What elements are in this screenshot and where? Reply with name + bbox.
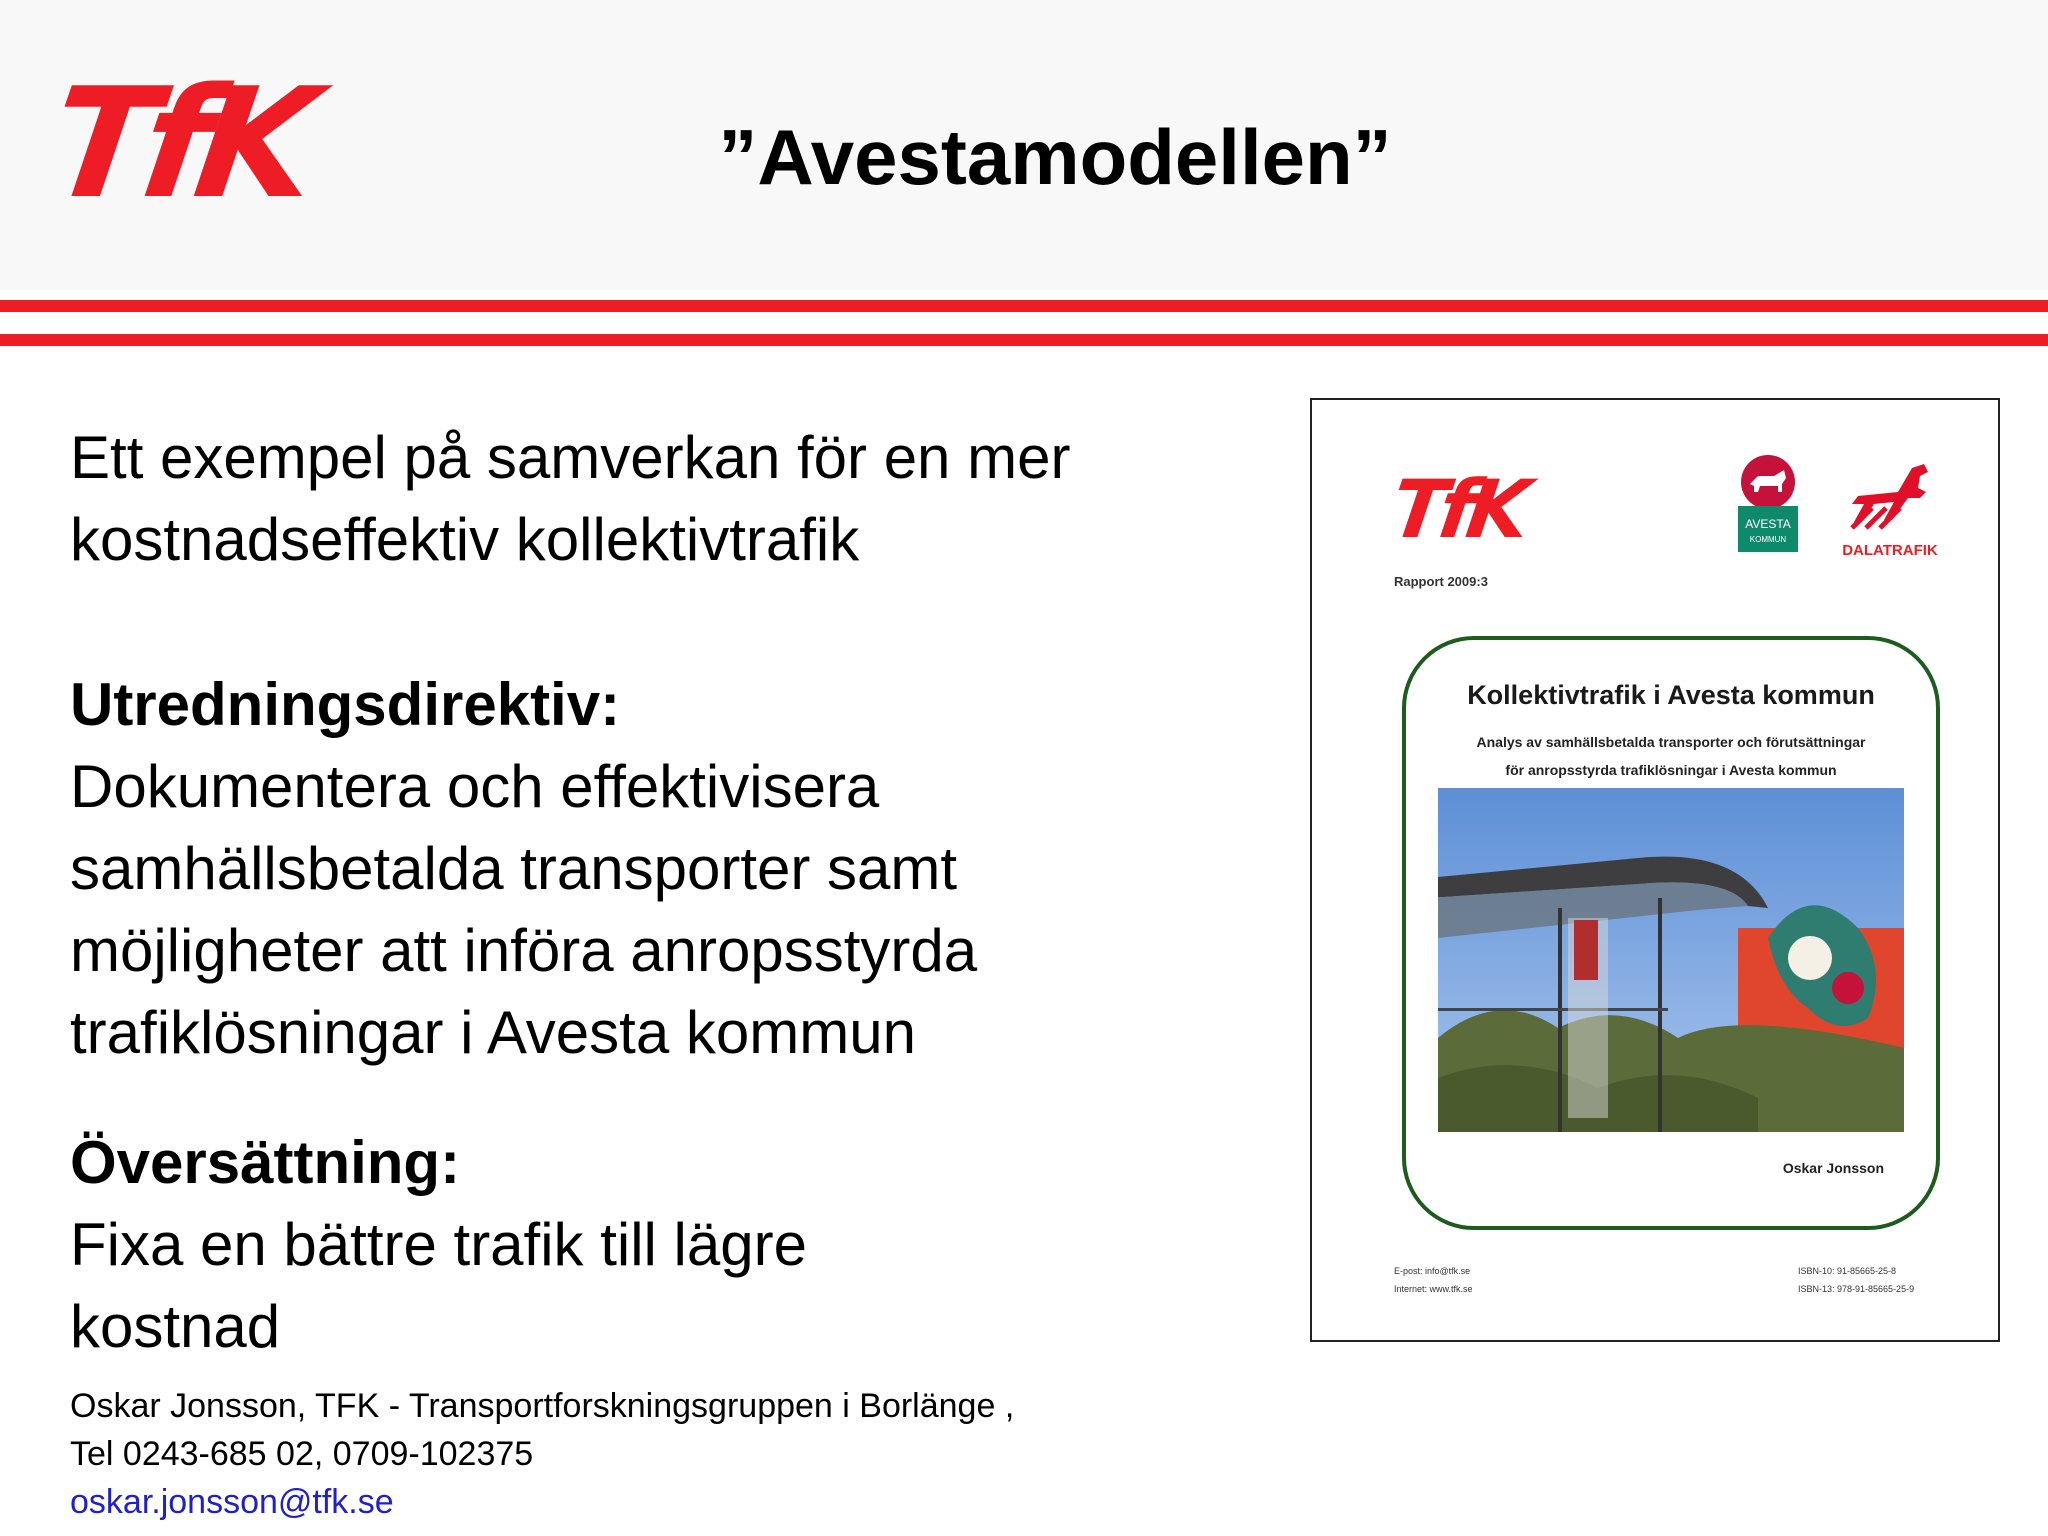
cover-isbn13: ISBN-13: 978-91-85665-25-9 — [1798, 1284, 1915, 1294]
cover-contact-web: Internet: www.tfk.se — [1394, 1284, 1473, 1294]
avesta-logo-name: AVESTA — [1745, 517, 1791, 531]
footer-affiliation: Oskar Jonsson, TFK - Transportforskningsgruppen i Borlänge , — [70, 1387, 1015, 1425]
cover-title: Kollektivtrafik i Avesta kommun — [1467, 680, 1875, 710]
cover-contact-email: E-post: info@tfk.se — [1394, 1266, 1471, 1276]
directive-line: trafiklösningar i Avesta kommun — [70, 999, 916, 1066]
header-stripe-top — [0, 300, 2048, 312]
avesta-kommun-logo — [1736, 454, 1800, 554]
translation-line: Fixa en bättre trafik till lägre — [70, 1211, 807, 1278]
report-cover-image — [1310, 398, 2000, 1342]
cover-isbn-info — [1798, 1262, 1914, 1298]
cover-tfk-logo-text: TfK — [1385, 463, 1529, 556]
intro-text — [70, 417, 1070, 581]
cover-isbn10: ISBN-10: 91-85665-25-8 — [1798, 1266, 1897, 1276]
tfk-logo-text: TfK — [39, 55, 317, 232]
dalatrafik-logo — [1828, 456, 1952, 560]
dalatrafik-text: DALATRAFIK — [1842, 542, 1938, 559]
cover-author: Oskar Jonsson — [1782, 1160, 1884, 1176]
translation-heading: Översättning: — [70, 1129, 461, 1196]
directive-line: Dokumentera och effektivisera — [70, 753, 880, 820]
cover-contact-info — [1394, 1262, 1473, 1298]
footer-email-link[interactable]: oskar.jonsson@tfk.se — [70, 1483, 394, 1521]
directive-text — [70, 746, 977, 1074]
directive-heading: Utredningsdirektiv: — [70, 671, 621, 738]
cover-tfk-logo — [1385, 463, 1529, 556]
intro-line: kostnadseffektiv kollektivtrafik — [70, 506, 860, 573]
intro-line: Ett exempel på samverkan för en mer — [70, 424, 1071, 491]
translation-text — [70, 1204, 807, 1368]
header-stripe-bottom — [0, 334, 2048, 346]
cover-subtitle-line: Analys av samhällsbetalda transporter och förutsättningar — [1476, 734, 1866, 750]
contact-footer — [70, 1382, 1014, 1526]
report-number: Rapport 2009:3 — [1394, 574, 1488, 589]
footer-phone: Tel 0243-685 02, 0709-102375 — [70, 1435, 534, 1473]
slide-title: ”Avestamodellen” — [718, 113, 1392, 201]
avesta-logo-sub: KOMMUN — [1749, 535, 1787, 544]
bus-shelter-photo — [1438, 788, 1904, 1132]
cover-subtitle — [1406, 728, 1936, 784]
cover-title-frame — [1402, 636, 1940, 1230]
cover-subtitle-line: för anropsstyrda trafiklösningar i Avesta kommun — [1505, 762, 1837, 778]
directive-line: samhällsbetalda transporter samt — [70, 835, 958, 902]
dala-horse-icon — [1828, 456, 1952, 540]
directive-line: möjligheter att införa anropsstyrda — [70, 917, 978, 984]
translation-line: kostnad — [70, 1293, 281, 1360]
